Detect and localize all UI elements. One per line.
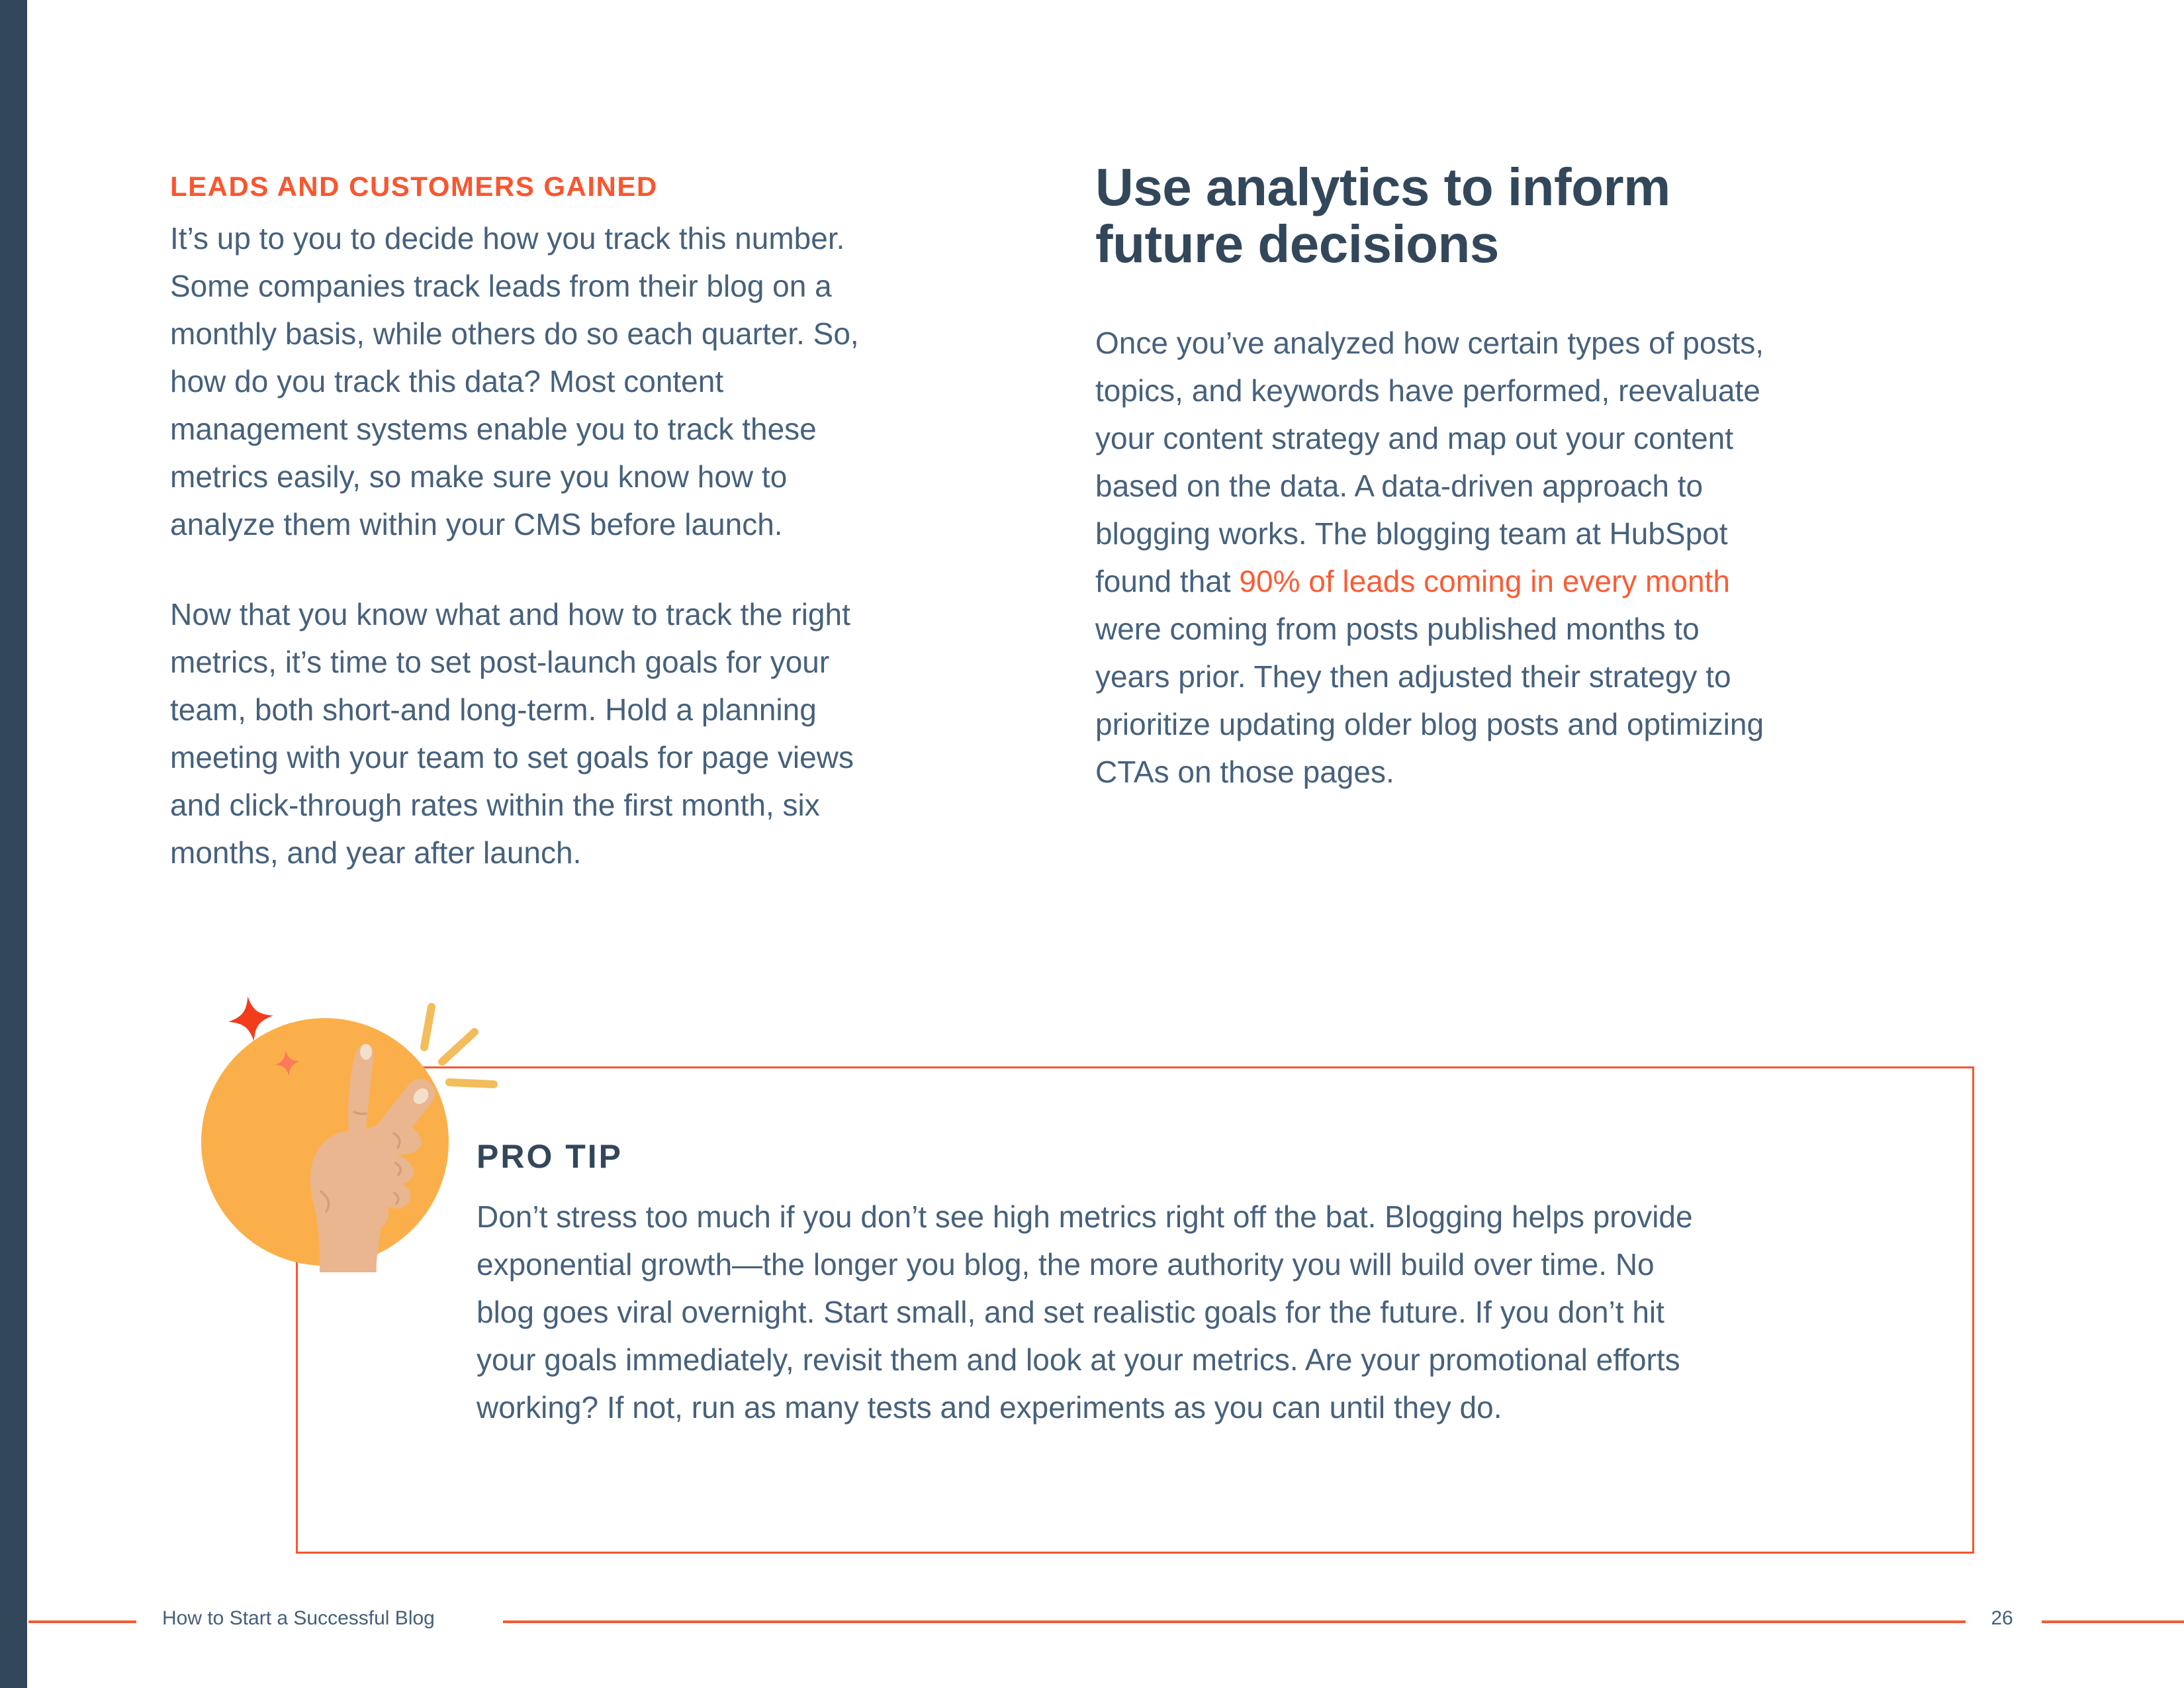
footer-page-number: 26: [1991, 1607, 2013, 1629]
pro-tip-content: [477, 1137, 1774, 1431]
right-paragraph-text-before: Once you’ve analyzed how certain types of posts, topics, and keywords have performed, reevaluate your content strategy and map out your content based on the data. A data-driven approach to blogging works. The blogging team at HubSpot found that: [1095, 326, 1764, 598]
right-paragraph-text-after: were coming from posts published months to years prior. They then adjusted their strategy to prioritize updating older blog posts and optimizing CTAs on those pages.: [1095, 612, 1764, 789]
left-column: [170, 171, 1004, 876]
right-paragraph: [1095, 319, 1770, 796]
snap-lines-icon: [424, 1007, 494, 1084]
section-heading-analytics: Use analytics to inform future decisions: [1095, 158, 1670, 273]
leads-stat-link[interactable]: 90% of leads coming in every month: [1239, 564, 1730, 598]
snap-hand-illustration: [185, 973, 516, 1284]
left-paragraph-1: It’s up to you to decide how you track this number. Some companies track leads from their blog on a monthly basis, while others do so each quarter. So, how do you track this data? Most content management systems enable you to track these metrics easily, so make sure you know how to analyze them within your CMS before launch.: [170, 221, 859, 541]
footer-rule-left: [28, 1620, 136, 1623]
left-accent-bar: [0, 0, 27, 1688]
left-paragraph-2: Now that you know what and how to track the right metrics, it’s time to set post-launch goals for your team, both short-and long-term. Hold a planning meeting with your team to set goals for page views and click-through rates within the first month, six months, and year after launch.: [170, 597, 854, 870]
footer-rule-middle: [503, 1620, 1966, 1623]
footer-book-title: How to Start a Successful Blog: [162, 1607, 435, 1629]
pro-tip-body: Don’t stress too much if you don’t see high metrics right off the bat. Blogging helps provide exponential growth—the longer you blog, the more authority you will build over time. No blog goes viral overnight. Start small, and set realistic goals for the future. If you don’t hit your goals immediately, revisit them and look at your metrics. Are your promotional efforts working? If not, run as many tests and experiments as you can until they do.: [477, 1199, 1693, 1425]
pro-tip-label: PRO TIP: [477, 1138, 623, 1175]
section-heading-leads: LEADS AND CUSTOMERS GAINED: [170, 171, 658, 202]
footer-rule-right: [2042, 1620, 2184, 1623]
right-column: [1095, 159, 1889, 796]
